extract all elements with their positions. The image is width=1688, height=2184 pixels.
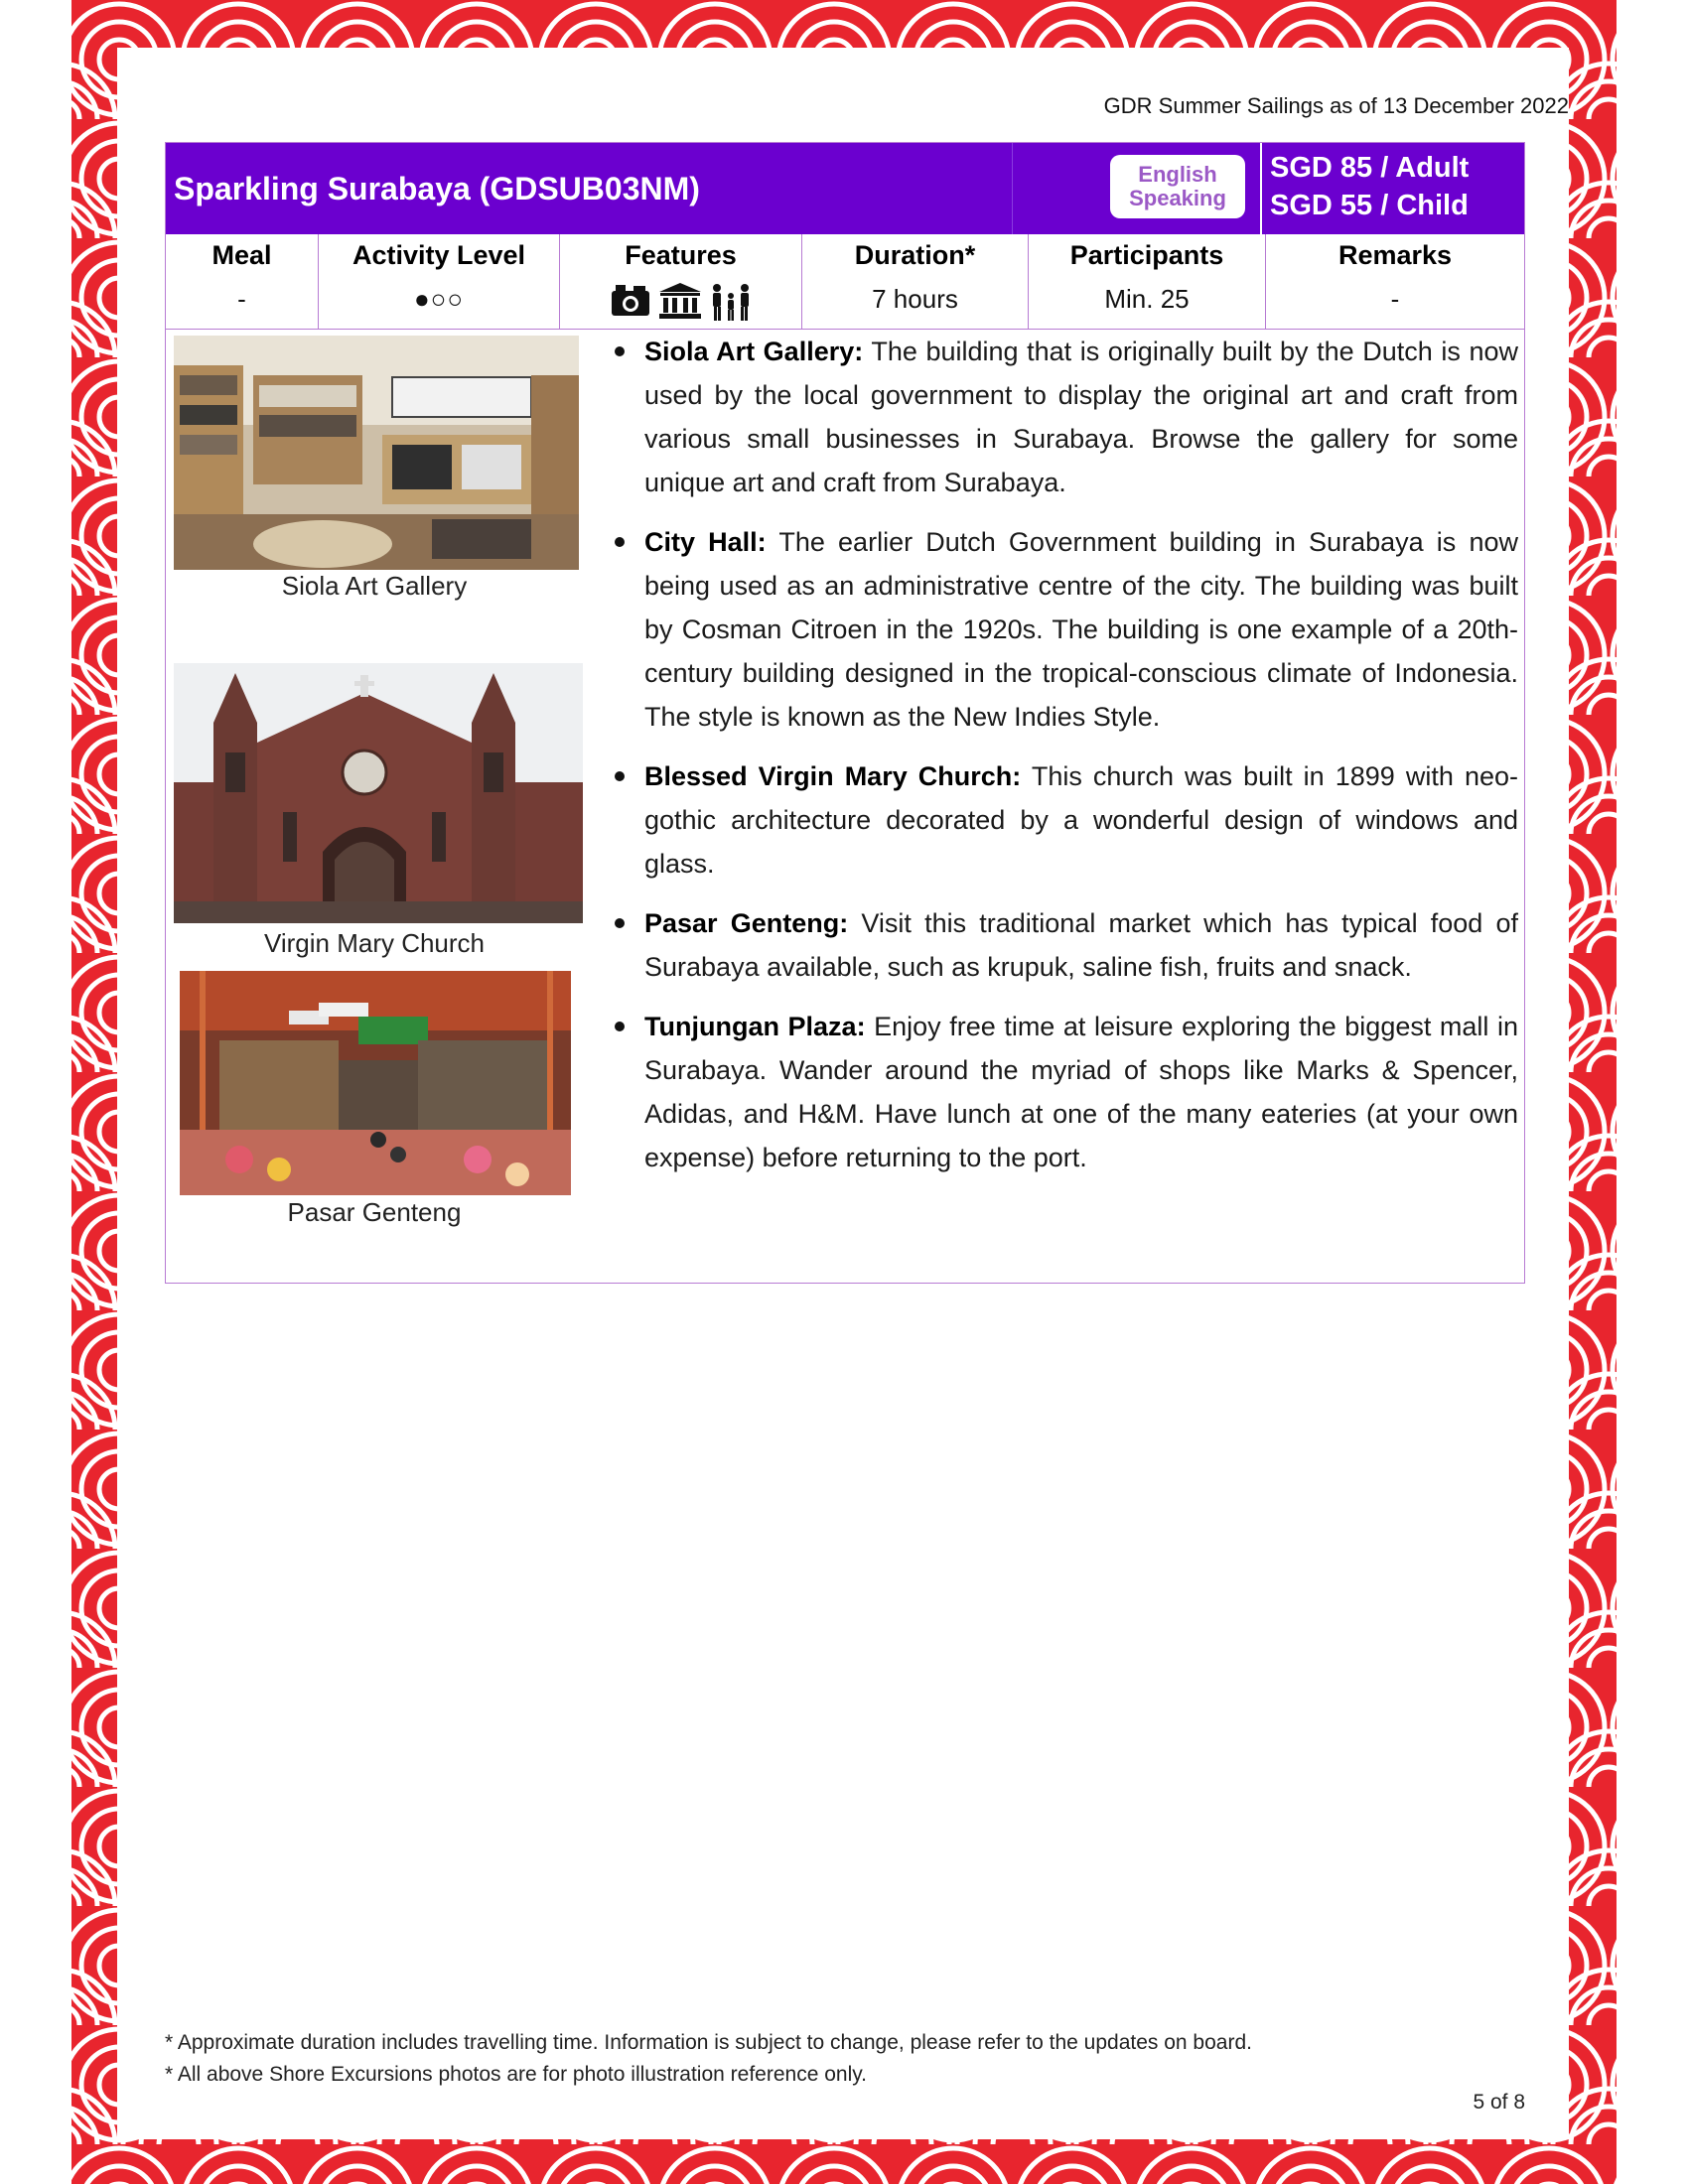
activity-level-dots: ●○○ — [413, 284, 465, 314]
remarks-value: - — [1390, 284, 1400, 314]
itinerary-item — [607, 901, 1518, 989]
photo-caption-2: Virgin Mary Church — [263, 928, 486, 958]
footnote-duration: * Approximate duration includes travelling time. Information is subject to change, please refer to the updates on board. — [165, 2031, 1252, 2054]
itinerary-item-name: Pasar Genteng: — [644, 908, 849, 938]
info-table — [166, 234, 1524, 330]
itinerary-item — [607, 330, 1518, 504]
excursion-title-bar — [166, 143, 1524, 234]
meal-value: - — [237, 284, 246, 314]
itinerary-items — [607, 330, 1518, 1179]
price-child: SGD 55 / Child — [1270, 190, 1469, 221]
itinerary-list — [607, 330, 1518, 1195]
participants-column — [1029, 234, 1266, 329]
virgin-mary-church-photo — [174, 663, 583, 923]
excursion-card — [165, 142, 1525, 1284]
pasar-genteng-photo — [180, 971, 571, 1195]
photo-column — [166, 330, 583, 1283]
duration-column — [802, 234, 1029, 329]
siola-art-gallery-photo — [174, 336, 579, 570]
itinerary-item-text: The earlier Dutch Government building in Surabaya is now being used as an administrative centre of the city. The building was built by Cosman Citroen in the 1920s. The building is one example of a 20th-century building designed in the tropical-conscious climate of Indonesia. The style is known as the New Indies Style. — [644, 527, 1518, 732]
itinerary-item — [607, 754, 1518, 886]
header-date-line: GDR Summer Sailings as of 13 December 2022 — [1103, 93, 1569, 118]
activity-label: Activity Level — [352, 240, 526, 270]
language-line2: Speaking — [1129, 186, 1226, 210]
itinerary-item-name: Siola Art Gallery: — [644, 337, 864, 366]
itinerary-item-text: The building that is originally built by the Dutch is now used by the local government to display the original art and craft from various small businesses in Surabaya. Browse the gallery for some unique art and craft from Surabaya. — [644, 337, 1518, 497]
excursion-title: Sparkling Surabaya (GDSUB03NM) — [174, 171, 700, 206]
camera-icon — [610, 282, 651, 318]
duration-label: Duration* — [854, 240, 976, 270]
page-number: 5 of 8 — [1473, 2091, 1525, 2114]
page-content — [117, 48, 1569, 2139]
itinerary-item-text: This church was built in 1899 with neo-gothic architecture decorated by a wonderful design of windows and glass. — [644, 761, 1518, 879]
participants-value: Min. 25 — [1104, 284, 1190, 314]
features-icons — [560, 280, 801, 322]
features-column — [560, 234, 802, 329]
price-divider — [1260, 143, 1262, 234]
photo-caption-1: Siola Art Gallery — [281, 571, 468, 601]
itinerary-item-name: City Hall: — [644, 527, 767, 557]
remarks-column — [1266, 234, 1524, 329]
activity-column — [319, 234, 560, 329]
museum-icon — [657, 282, 703, 320]
footnote-photos: * All above Shore Excursions photos are for photo illustration reference only. — [165, 2063, 868, 2086]
itinerary-item-text: Visit this traditional market which has typical food of Surabaya available, such as krupuk, saline fish, fruits and snack. — [644, 908, 1519, 982]
itinerary-item-name: Tunjungan Plaza: — [644, 1012, 866, 1041]
remarks-label: Remarks — [1337, 240, 1453, 270]
itinerary-item — [607, 1005, 1518, 1179]
title-divider — [1012, 143, 1013, 234]
meal-column — [166, 234, 319, 329]
family-icon — [709, 282, 753, 322]
photo-caption-3: Pasar Genteng — [287, 1197, 462, 1227]
participants-label: Participants — [1069, 240, 1224, 270]
duration-value: 7 hours — [872, 284, 958, 314]
price-adult: SGD 85 / Adult — [1270, 152, 1470, 184]
price-block — [1270, 149, 1469, 224]
meal-label: Meal — [211, 240, 272, 270]
footnotes — [165, 2027, 1252, 2091]
language-line1: English — [1138, 162, 1217, 187]
itinerary-item-text: Enjoy free time at leisure exploring the biggest mall in Surabaya. Wander around the myriad of shops like Marks & Spencer, Adidas, and H&M. Have lunch at one of the many eateries (at your own expense) before returning to the port. — [644, 1012, 1518, 1172]
itinerary-item-name: Blessed Virgin Mary Church: — [644, 761, 1022, 791]
features-label: Features — [625, 240, 737, 270]
language-badge — [1110, 155, 1245, 218]
itinerary-item — [607, 520, 1518, 739]
